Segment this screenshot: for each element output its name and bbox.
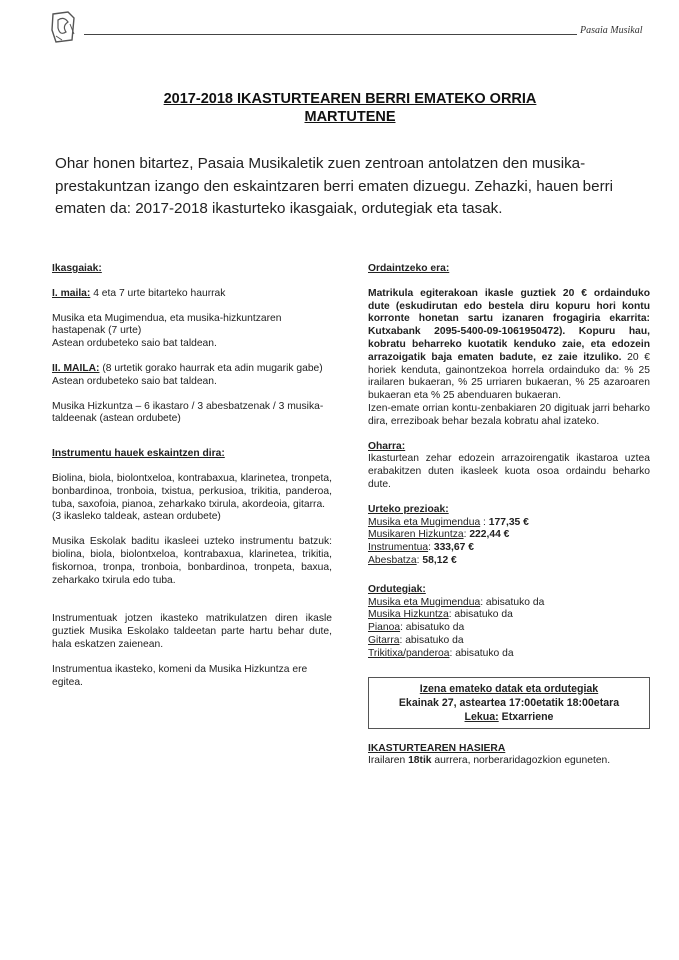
maila1-line: [52, 288, 332, 301]
prezio-row: [368, 517, 650, 530]
ordaintzeko-text: [368, 288, 650, 403]
ordutegi-value: : abisatuko da: [480, 596, 545, 608]
box-lekua-label: Lekua:: [464, 710, 499, 723]
brand-name: Pasaia Musikal: [580, 25, 643, 36]
prezio-sep: :: [480, 516, 489, 528]
instrumentu-heading: Instrumentu hauek eskaintzen dira:: [52, 448, 225, 460]
matrikula-text: Instrumentuak jotzen ikasteko matrikulatzen diren ikasle guztiek Musika Eskolako taldeetan parte hartu behar dute, hala eskatzen zaienean.: [52, 613, 332, 650]
prezio-sep: :: [416, 554, 423, 566]
prezio-row: [368, 529, 650, 542]
maila1-label: I. maila:: [52, 287, 91, 299]
ordutegi-row: [368, 648, 650, 661]
title-line-1: 2017-2018 IKASTURTEAREN BERRI EMATEKO ORRIA: [163, 91, 537, 107]
oharra-heading: Oharra:: [368, 440, 406, 452]
oharra-text: Ikasturtean zehar edozein arrazoirengatik ikastaroa uztea erabakitzen duten ikasleek kuota osoa ordaindu beharko dute.: [368, 453, 650, 490]
ordutegi-label: Pianoa: [368, 622, 401, 634]
instrumentu-list: Biolina, biola, biolontxeloa, kontrabaxua, klarinetea, tronpeta, bonbardinoa, tronboia, txistua, perkusioa, trikitia, panderoa, tuba, saxofoia, pianoa, zeharkako txirula, akordeoia, gitarra.: [52, 472, 332, 510]
ordutegi-row: [368, 609, 650, 622]
maila2-label: II. MAILA:: [52, 362, 100, 374]
left-column: [52, 263, 332, 689]
page-title: [60, 90, 640, 126]
ordutegi-row: [368, 597, 650, 610]
ordutegi-value: : abisatuko da: [399, 634, 464, 646]
prezio-row: [368, 555, 650, 568]
eskolak-text: Musika Eskolak baditu ikasleei uzteko instrumentu batzuk: biolina, biola, biolontxeloa, kontrabaxua, klarinetea, trikitia, fiskornoa, tronpa, tronboia, bonbardinoa, tronpeta, baxua, zeharkako txirula edo tuba.: [52, 536, 332, 586]
prezio-sep: :: [428, 542, 434, 554]
prezio-value: 177,35 €: [488, 516, 529, 528]
maila2-text: (8 urtetik gorako haurrak eta adin mugarik gabe): [99, 362, 323, 374]
ikasgaiak-heading: Ikasgaiak:: [52, 263, 102, 274]
izen-emate-text: Izen-emate orrian kontu-zenbakiaren 20 digituak jarri beharko dira, erreziboak behar bezala kobratu ahal izateko.: [368, 402, 650, 427]
maila2-line: [52, 363, 332, 376]
ordaintzeko-heading: Ordaintzeko era:: [368, 263, 450, 274]
prezio-sep: :: [463, 529, 470, 541]
box-title: Izena emateko datak eta ordutegiak: [419, 682, 599, 695]
hasiera-pre: Irailaren: [368, 755, 409, 767]
hasiera-heading: IKASTURTEAREN HASIERA: [368, 742, 506, 754]
intro-paragraph: Ohar honen bitartez, Pasaia Musikaletik zuen zentroan antolatzen den musika-prestakuntzan izango den eskaintzaren berri ematen dizuegu. Zehazki, hauen berri ematen da: 2017-2018 ikasturteko ikasgaiak, ordutegiak eta tasak.: [55, 155, 614, 217]
mugimendua-schedule: Astean ordubeteko saio bat taldean.: [52, 338, 217, 350]
prezio-value: 222,44 €: [469, 529, 510, 541]
prezio-value: 333,67 €: [433, 542, 474, 554]
prezio-label: Abesbatza: [368, 554, 417, 566]
ordutegi-value: : abisatuko da: [448, 609, 513, 621]
box-lekua-value: Etxarriene: [498, 710, 554, 723]
title-line-2: MARTUTENE: [304, 109, 396, 125]
ordutegi-label: Musika Hizkuntza: [368, 609, 449, 621]
ordutegiak-heading: Ordutegiak:: [368, 583, 426, 595]
ordutegi-label: Gitarra: [368, 634, 400, 646]
registration-box: [368, 677, 650, 729]
instrumentu-note: (3 ikasleko taldeak, astean ordubete): [52, 511, 221, 523]
prezioak-heading: Urteko prezioak:: [368, 503, 449, 515]
gomendioa-text: Instrumentua ikasteko, komeni da Musika Hizkuntza ere egitea.: [52, 663, 308, 688]
hasiera-bold: 18tik: [408, 755, 432, 767]
mugimendua-text: Musika eta Mugimendua, eta musika-hizkuntzaren hastapenak (7 urte): [52, 312, 282, 337]
ordutegi-label: Musika eta Mugimendua: [368, 596, 481, 608]
ordutegi-row: [368, 622, 650, 635]
right-column: [368, 263, 650, 768]
prezio-value: 58,12 €: [422, 554, 457, 566]
hasiera-text: [368, 755, 650, 768]
ordutegi-label: Trikitixa/panderoa: [368, 647, 450, 659]
ordutegi-value: : abisatuko da: [449, 647, 514, 659]
prezio-label: Musikaren Hizkuntza: [368, 529, 464, 541]
prezio-row: [368, 542, 650, 555]
ordutegi-row: [368, 635, 650, 648]
hizkuntza-text: Musika Hizkuntza – 6 ikastaro / 3 abesbatzenak / 3 musika-taldeenak (astean ordubete): [52, 400, 324, 425]
header-rule: [84, 34, 577, 35]
ordutegi-value: : abisatuko da: [400, 622, 465, 634]
ordaintzeko-rest: 20 € horiek kenduta, gainontzekoa horrela ordainduko da: % 25 irailaren bukaeran, % 25 urriaren bukaeran, % 25 azaroaren bukaeran eta % 25 abenduaren bukaeran.: [368, 351, 650, 402]
maila2-schedule: Astean ordubeteko saio bat taldean.: [52, 375, 217, 387]
prezio-label: Instrumentua: [368, 542, 429, 554]
box-lekua: [375, 710, 643, 724]
box-dates: Ekainak 27, asteartea 17:00etatik 18:00etara: [398, 696, 620, 709]
prezio-label: Musika eta Mugimendua: [368, 516, 481, 528]
ordaintzeko-bold: Matrikula egiterakoan ikasle guztiek 20 € ordainduko dute (eskudirutan edo bestela diru kopuru hori kontu korronte honetan sartu izanaren frogagiria ekarrita: Kutxabank 2095-5400-09-1061950472). Kopuru hau, kobratu beharreko kuotatik kenduko zaie, eta edozein arrazoigatik baja ematen badute, ez zaie itzuliko.: [368, 287, 650, 363]
maila1-text: 4 eta 7 urte bitarteko haurrak: [90, 287, 226, 299]
school-logo: [50, 10, 78, 44]
hasiera-post: aurrera, norberaridagozkion eguneten.: [431, 755, 611, 767]
